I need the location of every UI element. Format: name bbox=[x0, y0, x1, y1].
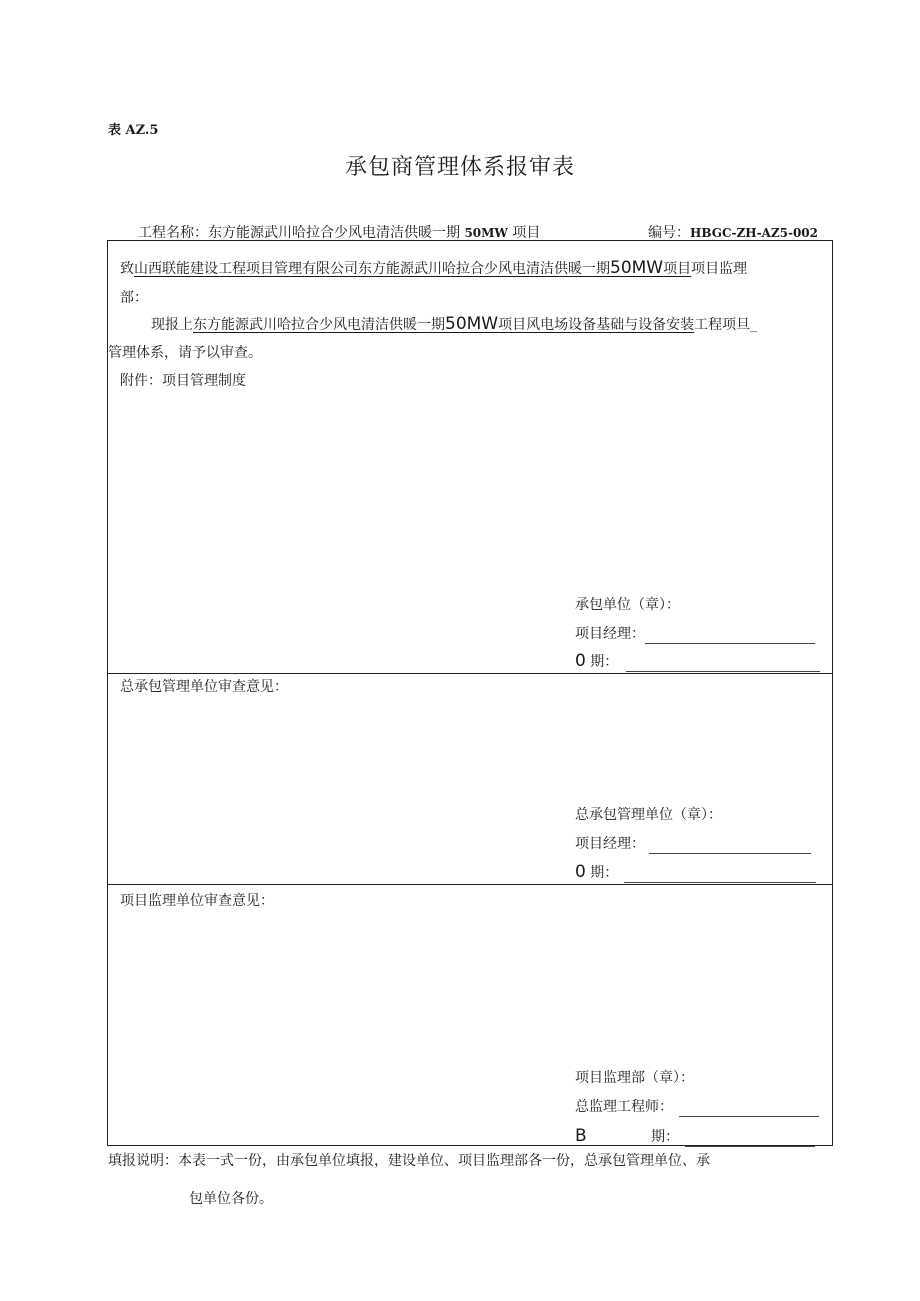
submission-line bbox=[151, 314, 757, 335]
addressee-dept: 部： bbox=[120, 290, 148, 306]
supervisor-date-row bbox=[575, 1126, 815, 1147]
addressee-project: 项目 bbox=[663, 261, 692, 277]
general-contractor-opinion-heading: 总承包管理单位审查意见： bbox=[120, 679, 288, 695]
general-contractor-date-row bbox=[575, 862, 816, 883]
supervisor-date-prefix: B bbox=[575, 1126, 587, 1146]
chief-engineer-signature-line bbox=[679, 1102, 819, 1117]
document-code-row bbox=[648, 222, 818, 242]
filling-instructions: 填报说明：本表一式一份，由承包单位填报，建设单位、项目监理部各一份，总承包管理单位、承 bbox=[108, 1153, 710, 1169]
project-name-tail: 项目 bbox=[512, 225, 541, 241]
contractor-date-row bbox=[575, 651, 820, 672]
supervisor-date-line bbox=[685, 1132, 815, 1147]
addressee-company-name: 山西联能建设工程项目管理有限公司东方能源武川哈拉合少风电清洁供暖一期 bbox=[134, 261, 610, 277]
general-contractor-seal-label: 总承包管理单位（章）： bbox=[575, 807, 722, 823]
submission-suffix: 工程项旦_ bbox=[694, 317, 758, 333]
addressee-line bbox=[120, 258, 747, 279]
addressee-prefix: 致 bbox=[120, 261, 134, 277]
supervisor-date-label: 期： bbox=[651, 1129, 680, 1145]
project-capacity: 50MW bbox=[464, 226, 508, 240]
submission-scope: 项目风电场设备基础与设备安装 bbox=[498, 317, 695, 333]
project-name-row bbox=[138, 222, 540, 242]
general-contractor-manager-row bbox=[575, 834, 811, 854]
addressee-capacity: 50MW bbox=[610, 258, 664, 278]
attachment-line: 附件：项目管理制度 bbox=[120, 373, 246, 389]
supervisor-opinion-heading: 项目监理单位审查意见： bbox=[120, 893, 274, 909]
code-label: 编号： bbox=[648, 225, 690, 241]
general-contractor-manager-label: 项目经理： bbox=[575, 836, 645, 852]
supervisor-seal-label: 项目监理部（章）： bbox=[575, 1070, 694, 1086]
addressee-company bbox=[134, 258, 692, 278]
contractor-date-label: 期： bbox=[590, 654, 619, 670]
contractor-manager-row bbox=[575, 624, 815, 644]
form-number: 表 AZ.5 bbox=[108, 123, 159, 138]
review-form-table bbox=[107, 240, 833, 1146]
submission-prefix: 现报上 bbox=[151, 317, 193, 333]
general-contractor-date-line bbox=[624, 868, 816, 883]
chief-engineer-row bbox=[575, 1097, 819, 1117]
contractor-manager-signature-line bbox=[645, 629, 815, 644]
section-divider-2 bbox=[108, 884, 832, 885]
code-value: HBGC-ZH-AZ5-002 bbox=[690, 226, 819, 240]
submission-capacity: 50MW bbox=[445, 314, 499, 334]
project-name: 东方能源武川哈拉合少风电清洁供暖一期 bbox=[208, 225, 460, 241]
submission-project-name: 东方能源武川哈拉合少风电清洁供暖一期 bbox=[193, 317, 445, 333]
filling-instructions-line-2: 包单位各份。 bbox=[189, 1191, 273, 1207]
general-contractor-date-label: 期： bbox=[590, 865, 619, 881]
document-title: 承包商管理体系报审表 bbox=[344, 155, 575, 180]
submission-project bbox=[193, 314, 695, 334]
general-contractor-manager-signature-line bbox=[649, 839, 811, 854]
section-divider-1 bbox=[108, 673, 832, 674]
chief-engineer-label: 总监理工程师： bbox=[575, 1099, 673, 1115]
contractor-date-line bbox=[626, 657, 820, 672]
contractor-manager-label: 项目经理： bbox=[575, 626, 645, 642]
project-label: 工程名称： bbox=[138, 225, 208, 241]
contractor-date-prefix: 0 bbox=[575, 651, 586, 671]
contractor-seal-label: 承包单位（章）： bbox=[575, 597, 680, 613]
general-contractor-date-prefix: 0 bbox=[575, 862, 586, 882]
addressee-suffix: 项目监理 bbox=[691, 261, 748, 277]
submission-line-2: 管理体系，请予以审查。 bbox=[108, 345, 262, 361]
